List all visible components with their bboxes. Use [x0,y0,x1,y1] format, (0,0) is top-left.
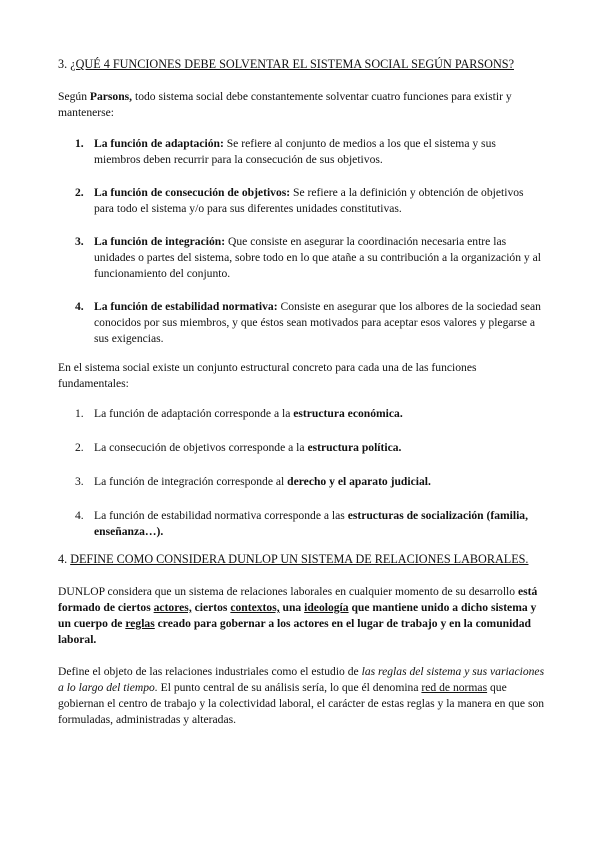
structure-item [75,508,545,540]
p2-text: que gobiernan el centro de trabajo y la colectividad laboral, el carácter de estas reglas y la manera en que son formuladas, administradas y alteradas. [58,681,545,726]
p1-bold: está formado de ciertos [58,585,538,614]
p1-ideology: ideología [304,601,349,614]
dunlop-paragraph-1 [58,584,548,648]
section-4-heading [58,551,548,567]
dunlop-paragraph-2 [58,664,548,728]
p1-bold: una [279,601,305,614]
intro-author: Parsons, [89,90,133,103]
p1-bold: ciertos [191,601,231,614]
section-4-number: 4. [58,552,71,566]
structure-item [75,440,545,456]
function-item [75,185,545,217]
function-number: 4. [75,300,84,313]
section-3-intro [58,89,548,121]
p1-bold: creado para gobernar a los actores en el lugar de trabajo y en la comunidad laboral. [58,617,531,646]
p1-bold: que mantiene unido a dicho sistema y un cuerpo de [58,601,537,630]
structure-text: La función de estabilidad normativa corresponde a las [94,509,348,522]
function-description: Consiste en asegurar que los albores de la sociedad sean conocidos por sus miembros, y que éstos sean motivados para aceptar esos valores y plegarse a sus exigencias. [94,300,541,345]
structure-name: estructura económica. [293,407,403,420]
section-4-title: DEFINE COMO CONSIDERA DUNLOP UN SISTEMA DE RELACIONES LABORALES. [70,552,529,566]
structure-text: La función de integración corresponde al [94,475,288,488]
functions-list [75,136,545,347]
function-number: 2. [75,186,84,199]
p1-actors: actores, [153,601,192,614]
intro-text: Según [58,90,90,103]
function-term: La función de integración: [94,235,226,248]
p2-network-of-rules: red de normas [421,681,488,694]
structure-name: estructuras de socialización (familia, enseñanza…). [94,509,529,538]
section-3-heading [58,56,548,72]
structure-number: 3. [75,475,84,488]
structures-intro: En el sistema social existe un conjunto estructural concreto para cada una de las funciones fundamentales: [58,361,477,390]
structures-list [75,406,545,540]
function-item [75,136,545,168]
p2-text: Define el objeto de las relaciones industriales como el estudio de [58,665,362,678]
function-term: La función de consecución de objetivos: [94,186,291,199]
structure-item [75,474,545,490]
function-item [75,234,545,282]
function-item [75,299,545,347]
function-description: Que consiste en asegurar la coordinación necesaria entre las unidades o partes del sistema, sobre todo en lo que atañe a su contribución a la organización y al funcionamiento del conjunto. [94,235,541,280]
function-term: La función de adaptación: [94,137,224,150]
function-number: 3. [75,235,84,248]
structure-number: 1. [75,407,84,420]
p2-text: El punto central de su análisis sería, lo que él denomina [157,681,422,694]
intro-text-rest: todo sistema social debe constantemente solventar cuatro funciones para existir y mantenerse: [58,90,512,119]
section-3-number: 3. [58,57,71,71]
function-term: La función de estabilidad normativa: [94,300,278,313]
section-3-title: ¿QUÉ 4 FUNCIONES DEBE SOLVENTAR EL SISTEMA SOCIAL SEGÚN PARSONS? [70,57,514,71]
p1-contexts: contextos, [230,601,280,614]
structure-number: 2. [75,441,84,454]
structure-item [75,406,545,422]
function-description: Se refiere al conjunto de medios a los que el sistema y sus miembros deben recurrir para la consecución de sus objetivos. [94,137,496,166]
structure-name: estructura política. [307,441,402,454]
p1-text: DUNLOP considera que un sistema de relaciones laborales en cualquier momento de su desarrollo [58,585,518,598]
function-number: 1. [75,137,84,150]
structure-number: 4. [75,509,84,522]
p2-italic: las reglas del sistema y sus variaciones a lo largo del tiempo. [58,665,545,694]
structure-text: La función de adaptación corresponde a la [94,407,294,420]
p1-rules: reglas [125,617,155,630]
structure-name: derecho y el aparato judicial. [287,475,431,488]
function-description: Se refiere a la definición y obtención de objetivos para todo el sistema y/o para sus diferentes unidades constitutivas. [94,186,524,215]
structure-text: La consecución de objetivos corresponde a la [94,441,308,454]
